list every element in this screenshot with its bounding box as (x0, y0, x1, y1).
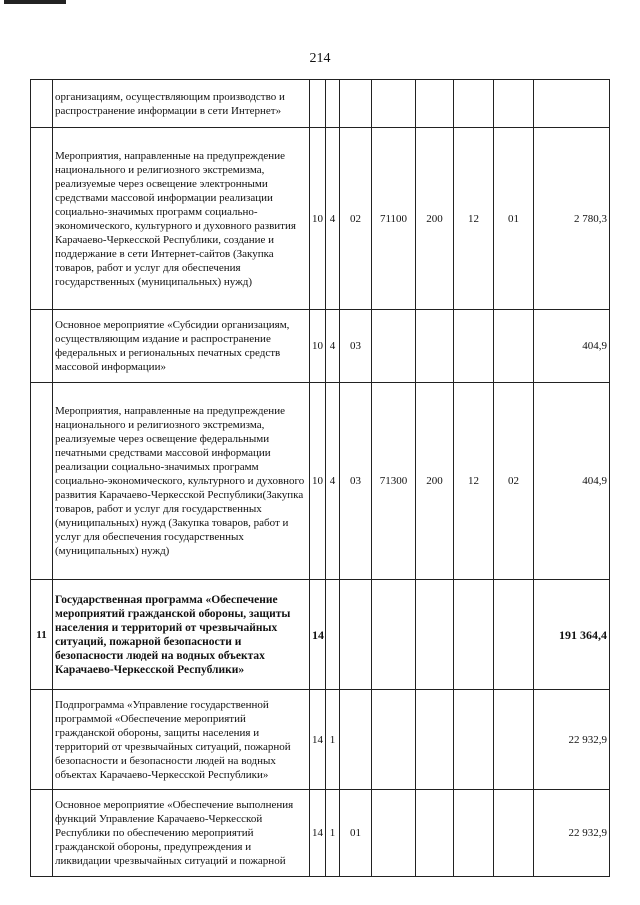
code-event-cell (340, 80, 372, 128)
code-direction-cell: 71300 (372, 383, 416, 580)
code-subsection-cell (326, 80, 340, 128)
code-section-cell: 10 (310, 383, 326, 580)
budget-table (30, 79, 610, 877)
code-subsection-cell: 4 (326, 310, 340, 383)
row-index-cell (31, 790, 53, 877)
code-subsection-a-cell (494, 580, 534, 690)
row-index-cell (31, 310, 53, 383)
code-direction-cell: 71100 (372, 128, 416, 310)
table-body (31, 80, 610, 877)
table-row (31, 80, 610, 128)
amount-cell: 22 932,9 (534, 790, 610, 877)
code-subsection-a-cell (494, 310, 534, 383)
table-row (31, 790, 610, 877)
code-direction-cell (372, 690, 416, 790)
code-section-a-cell (454, 310, 494, 383)
code-section-a-cell (454, 690, 494, 790)
table-row (31, 310, 610, 383)
code-subsection-cell: 1 (326, 690, 340, 790)
code-section-a-cell: 12 (454, 383, 494, 580)
code-expense-type-cell: 200 (416, 383, 454, 580)
row-index-cell (31, 128, 53, 310)
page-number: 214 (309, 51, 331, 66)
code-expense-type-cell (416, 690, 454, 790)
code-section-a-cell (454, 580, 494, 690)
code-subsection-cell (326, 580, 340, 690)
code-expense-type-cell (416, 580, 454, 690)
item-name-cell: Подпрограмма «Управление государственной программой «Обеспечение мероприятий гражданской обороны, защиты населения и территорий от чрезвычайных ситуаций, пожарной безопасности и безопасности людей на водных объектах Карачаево-Черкесской Республики» (53, 690, 310, 790)
code-subsection-a-cell (494, 690, 534, 790)
code-direction-cell (372, 310, 416, 383)
code-subsection-a-cell: 02 (494, 383, 534, 580)
table-row (31, 690, 610, 790)
row-index-cell (31, 690, 53, 790)
item-name-cell: Основное мероприятие «Обеспечение выполнения функций Управление Карачаево-Черкесской Республики по обеспечению мероприятий гражданской обороны, предупреждения и ликвидации чрезвычайных ситуаций и пожарной (53, 790, 310, 877)
code-section-cell (310, 80, 326, 128)
code-section-cell: 14 (310, 790, 326, 877)
amount-cell (534, 80, 610, 128)
code-section-a-cell (454, 790, 494, 877)
code-event-cell (340, 580, 372, 690)
code-expense-type-cell (416, 310, 454, 383)
amount-cell: 404,9 (534, 310, 610, 383)
code-event-cell: 03 (340, 310, 372, 383)
amount-cell: 404,9 (534, 383, 610, 580)
code-event-cell: 02 (340, 128, 372, 310)
code-section-cell: 10 (310, 310, 326, 383)
code-subsection-cell: 1 (326, 790, 340, 877)
code-subsection-a-cell: 01 (494, 128, 534, 310)
code-expense-type-cell (416, 790, 454, 877)
amount-cell: 22 932,9 (534, 690, 610, 790)
item-name-cell: Мероприятия, направленные на предупреждение национального и религиозного экстремизма, реализуемые через освещение федеральными печатными средствами массовой информации реализации социально-значимых программ социально-экономического, культурного и духовного развития Карачаево-Черкесской Республики(Закупка товаров, работ и услуг для государственных (муниципальных) нужд (Закупка товаров, работ и услуг для обеспечения государственных (муниципальных) нужд) (53, 383, 310, 580)
code-expense-type-cell (416, 80, 454, 128)
amount-cell: 191 364,4 (534, 580, 610, 690)
code-section-a-cell: 12 (454, 128, 494, 310)
row-index-cell (31, 80, 53, 128)
row-index-cell: 11 (31, 580, 53, 690)
item-name-cell: Мероприятия, направленные на предупреждение национального и религиозного экстремизма, реализуемые через освещение электронными средствами массовой информации реализации социально-значимых программ социально-экономического, культурного и духовного развития Карачаево-Черкесской Республики, создание и поддержание в сети Интернет-сайтов (Закупка товаров, работ и услуг для обеспечения государственных (муниципальных) нужд) (53, 128, 310, 310)
code-direction-cell (372, 580, 416, 690)
table-row (31, 580, 610, 690)
scan-edge-mark (4, 0, 66, 4)
code-subsection-a-cell (494, 80, 534, 128)
code-subsection-cell: 4 (326, 383, 340, 580)
row-index-cell (31, 383, 53, 580)
code-section-cell: 14 (310, 580, 326, 690)
table-row (31, 128, 610, 310)
item-name-cell: Государственная программа «Обеспечение мероприятий гражданской обороны, защиты населения и территорий от чрезвычайных ситуаций, пожарной безопасности и безопасности людей на водных объектах Карачаево-Черкесской Республики» (53, 580, 310, 690)
table-row (31, 383, 610, 580)
code-direction-cell (372, 790, 416, 877)
code-section-cell: 10 (310, 128, 326, 310)
code-subsection-cell: 4 (326, 128, 340, 310)
code-section-cell: 14 (310, 690, 326, 790)
item-name-cell: Основное мероприятие «Субсидии организациям, осуществляющим издание и распространение федеральных и региональных печатных средств массовой информации» (53, 310, 310, 383)
code-subsection-a-cell (494, 790, 534, 877)
code-expense-type-cell: 200 (416, 128, 454, 310)
code-event-cell: 01 (340, 790, 372, 877)
code-event-cell (340, 690, 372, 790)
code-event-cell: 03 (340, 383, 372, 580)
code-section-a-cell (454, 80, 494, 128)
code-direction-cell (372, 80, 416, 128)
amount-cell: 2 780,3 (534, 128, 610, 310)
item-name-cell: организациям, осуществляющим производство и распространение информации в сети Интернет» (53, 80, 310, 128)
